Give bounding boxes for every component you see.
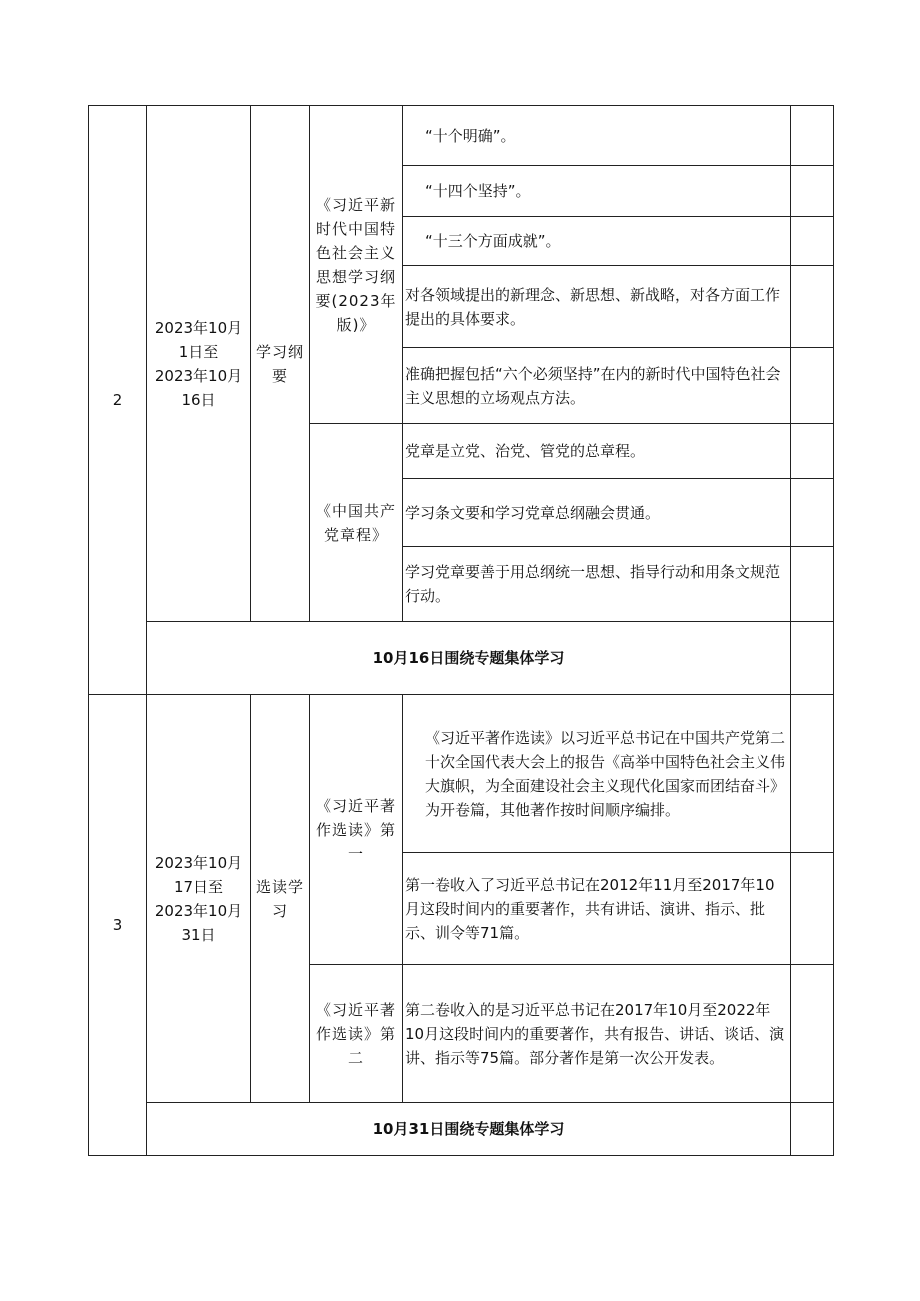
remark-cell [791,348,834,424]
remark-cell [791,217,834,266]
remark-cell [791,853,834,965]
content-item: 党章是立党、治党、管党的总章程。 [403,424,791,479]
remark-cell [791,695,834,853]
date-line: 2023年10月 [154,366,243,385]
content-item: 学习条文要和学习党章总纲融会贯通。 [403,479,791,547]
remark-cell [791,622,834,695]
content-item: 学习党章要善于用总纲统一思想、指导行动和用条文规范行动。 [403,547,791,622]
content-item: “十个明确”。 [403,106,791,166]
table-row [89,106,834,166]
table-row [89,622,834,695]
date-line: 16日 [181,390,216,409]
material-title: 《习近平著作选读》第一 [310,695,403,965]
content-item: 第二卷收入的是习近平总书记在2017年10月至2022年10月这段时间内的重要著作，共有报告、讲话、谈话、演讲、指示等75篇。部分著作是第一次公开发表。 [403,965,791,1103]
date-line: 2023年10月 [154,901,243,920]
study-schedule-table [88,105,834,1156]
remark-cell [791,106,834,166]
material-title: 《中国共产党章程》 [310,424,403,622]
content-item: 《习近平著作选读》以习近平总书记在中国共产党第二十次全国代表大会上的报告《高举中国特色社会主义伟大旗帜，为全面建设社会主义现代化国家而团结奋斗》为开卷篇，其他著作按时间顺序编排。 [403,695,791,853]
section-number: 3 [89,695,147,1156]
content-item: 准确把握包括“六个必须坚持”在内的新时代中国特色社会主义思想的立场观点方法。 [403,348,791,424]
date-line: 2023年10月 [154,853,243,872]
date-line: 17日至 [173,877,224,896]
table-row [89,695,834,853]
remark-cell [791,166,834,217]
date-range [147,106,251,622]
remark-cell [791,965,834,1103]
content-item: 对各领域提出的新理念、新思想、新战略，对各方面工作提出的具体要求。 [403,266,791,348]
remark-cell [791,424,834,479]
date-line: 31日 [181,925,216,944]
material-title: 《习近平著作选读》第二 [310,965,403,1103]
date-line: 1日至 [178,342,219,361]
study-form: 学习纲要 [251,106,310,622]
section-number: 2 [89,106,147,695]
date-range [147,695,251,1103]
remark-cell [791,1103,834,1156]
material-title: 《习近平新时代中国特色社会主义思想学习纲要(2023年版)》 [310,106,403,424]
remark-cell [791,479,834,547]
content-item: 第一卷收入了习近平总书记在2012年11月至2017年10月这段时间内的重要著作，共有讲话、演讲、指示、批示、训令等71篇。 [403,853,791,965]
table-row [89,1103,834,1156]
remark-cell [791,266,834,348]
study-form: 选读学习 [251,695,310,1103]
summary-row: 10月31日围绕专题集体学习 [147,1103,791,1156]
summary-row: 10月16日围绕专题集体学习 [147,622,791,695]
content-item: “十四个坚持”。 [403,166,791,217]
remark-cell [791,547,834,622]
content-item: “十三个方面成就”。 [403,217,791,266]
date-line: 2023年10月 [154,318,243,337]
